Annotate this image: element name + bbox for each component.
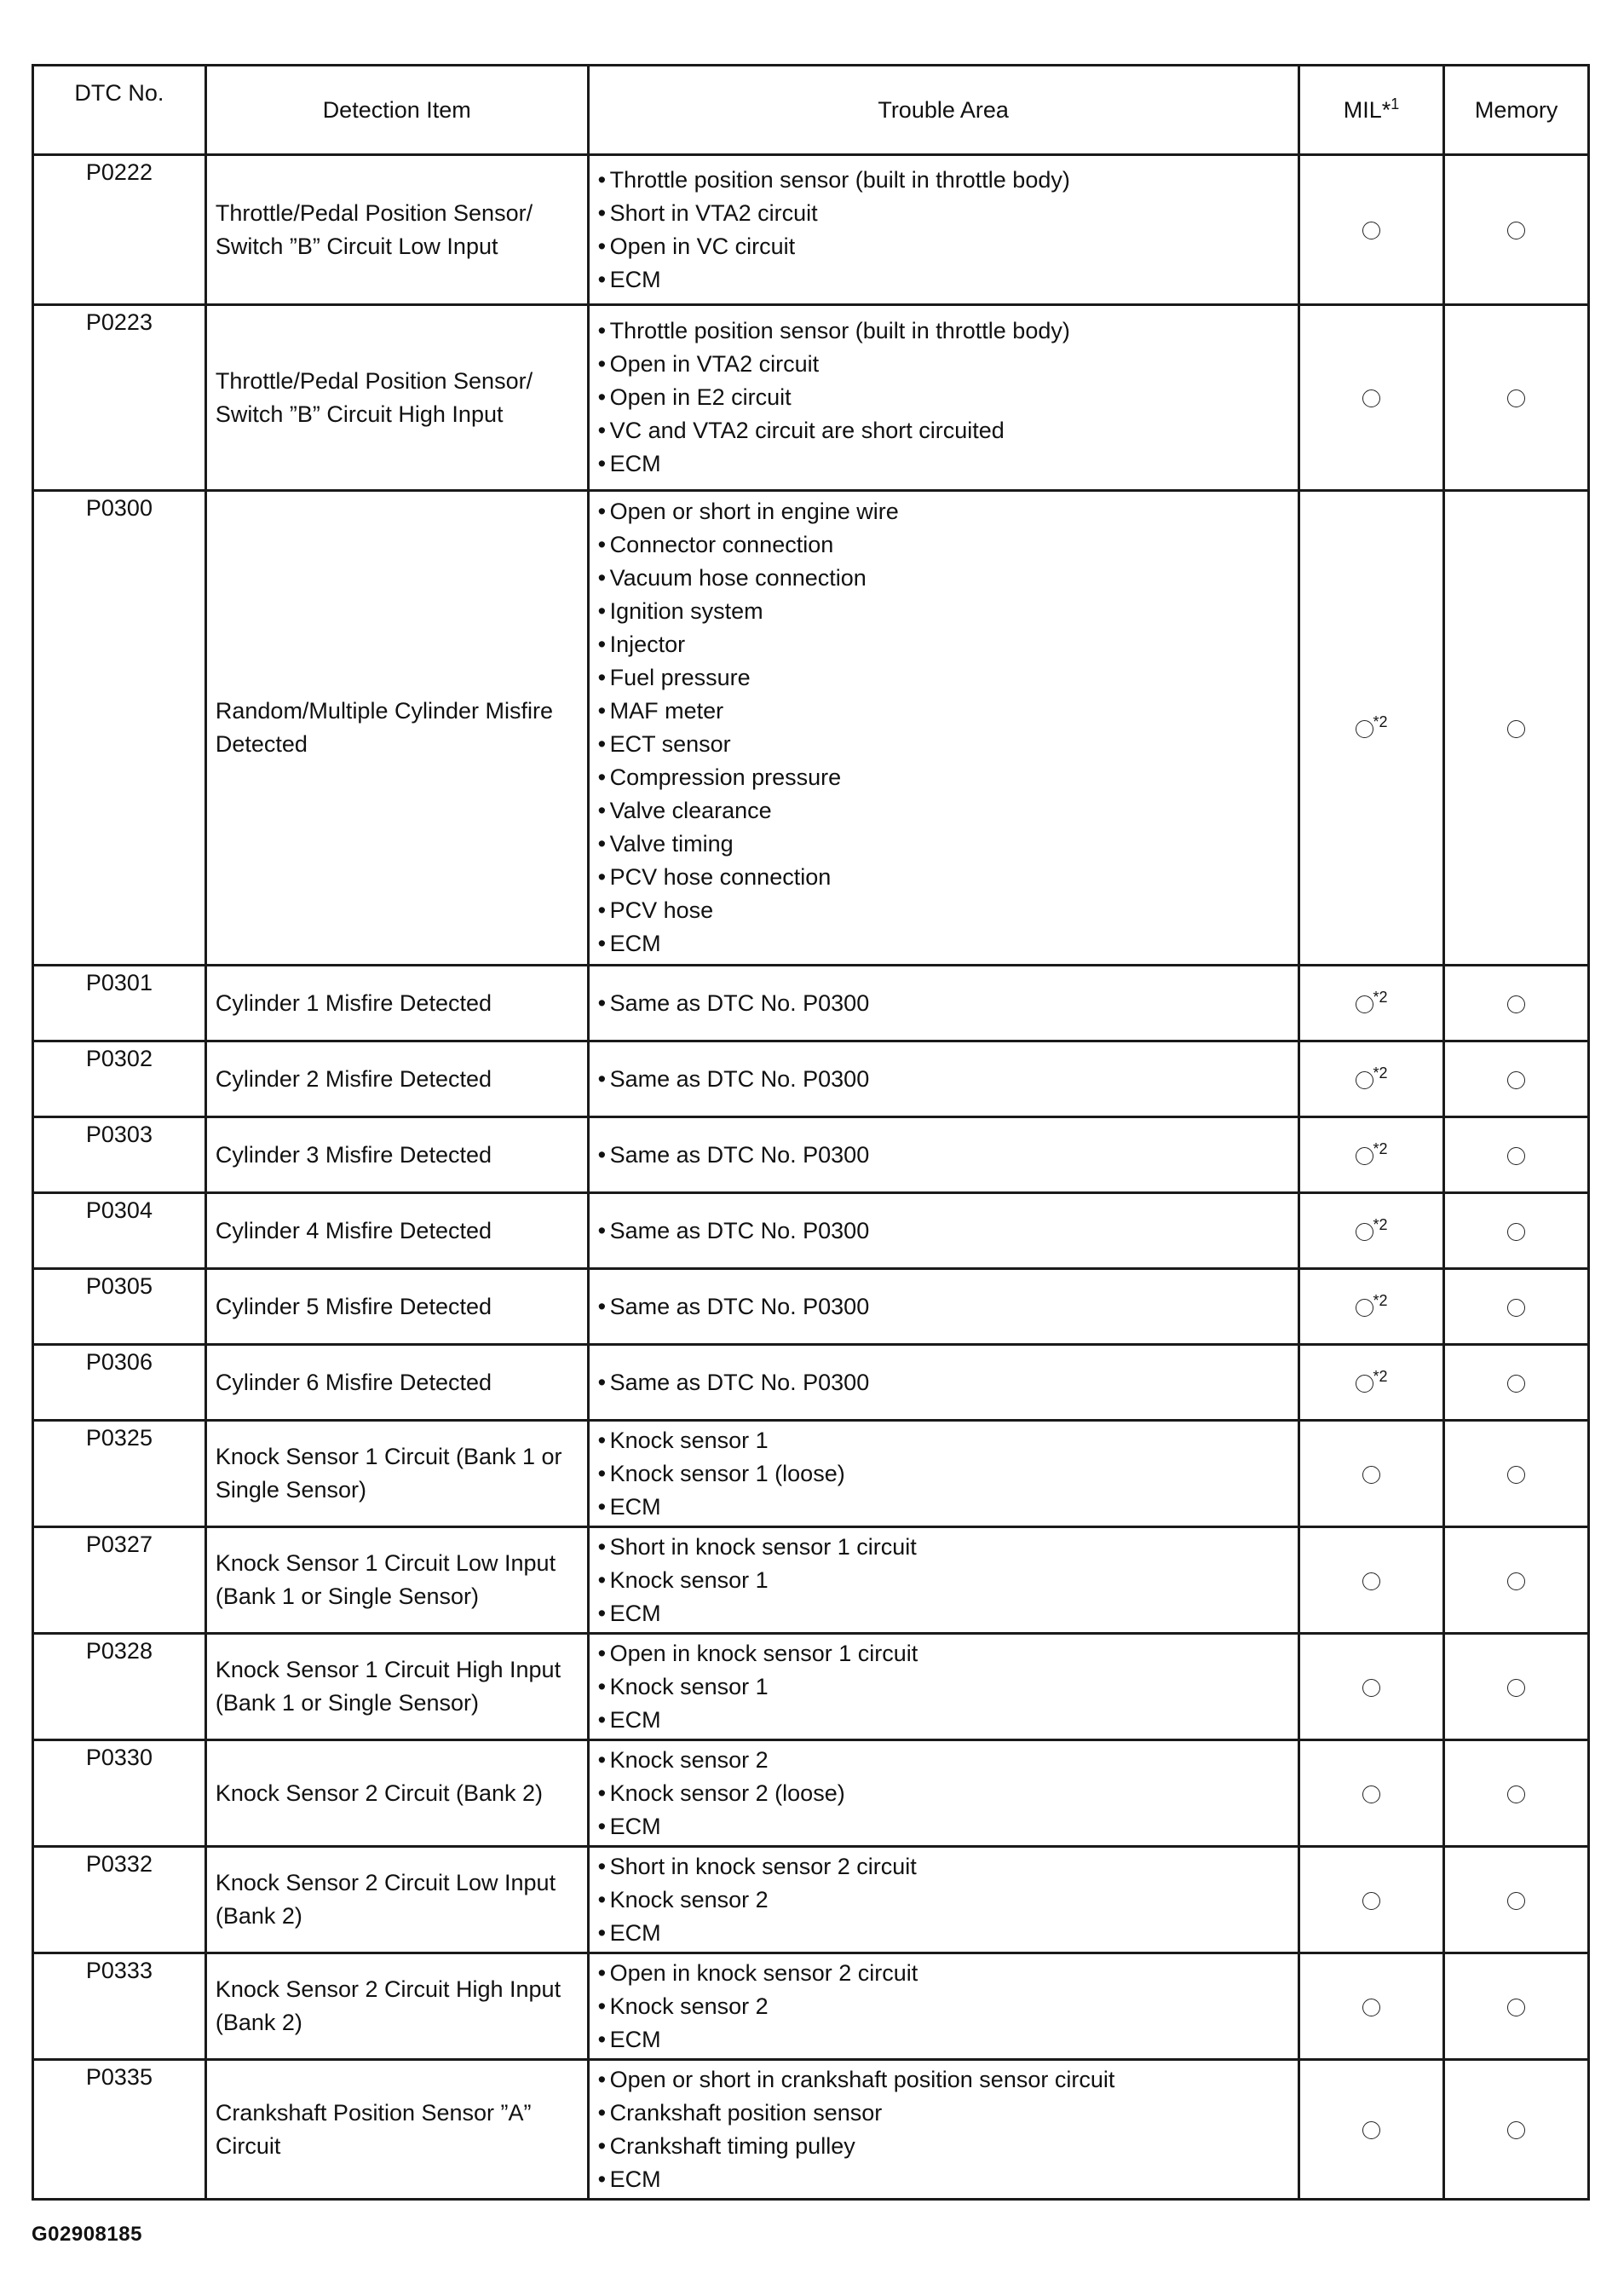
trouble-area [588,1634,1298,1740]
trouble-area [588,1193,1298,1269]
circle-icon [1362,1572,1380,1590]
table-row [33,491,1589,966]
detection-item: Knock Sensor 2 Circuit (Bank 2) [205,1740,588,1847]
trouble-area-list [598,164,1289,297]
circle-icon [1507,1572,1525,1590]
trouble-area-item: • Connector connection [598,528,1289,562]
trouble-area-item: • Knock sensor 2 (loose) [598,1777,1289,1810]
trouble-area-item: • Open in E2 circuit [598,381,1289,414]
mil-cell [1298,305,1444,491]
memory-cell [1444,155,1589,305]
header-mil [1298,66,1444,155]
circle-icon [1362,2121,1380,2139]
mil-cell [1298,966,1444,1041]
header-memory: Memory [1444,66,1589,155]
dtc-code: P0301 [33,966,206,1041]
table-row [33,1269,1589,1345]
trouble-area-item: • MAF meter [598,695,1289,728]
circle-icon [1356,1071,1373,1089]
memory-cell [1444,491,1589,966]
trouble-area-item: • Knock sensor 2 [598,1990,1289,2023]
table-row [33,966,1589,1041]
mil-cell [1298,491,1444,966]
trouble-area-item: • ECM [598,927,1289,961]
circle-icon [1362,1466,1380,1484]
table-row [33,1953,1589,2060]
trouble-area-item: • Knock sensor 1 [598,1424,1289,1457]
trouble-area-list [598,1637,1289,1737]
detection-item: Throttle/Pedal Position Sensor/ Switch ”B” Circuit Low Input [205,155,588,305]
dtc-code: P0302 [33,1041,206,1117]
trouble-area [588,1953,1298,2060]
dtc-code: P0305 [33,1269,206,1345]
trouble-area-item: • ECM [598,1810,1289,1843]
trouble-area [588,305,1298,491]
mil-cell [1298,1953,1444,2060]
mil-indicator [1362,2113,1380,2146]
mil-note: *2 [1373,988,1388,1006]
trouble-area-item: • Crankshaft position sensor [598,2097,1289,2130]
circle-icon [1507,1999,1525,2016]
trouble-area-item: • Short in knock sensor 1 circuit [598,1531,1289,1564]
circle-icon [1507,1147,1525,1165]
trouble-area-item: • PCV hose connection [598,861,1289,894]
trouble-area-list [598,1290,1289,1324]
memory-cell [1444,1527,1589,1634]
mil-note: *2 [1373,1215,1388,1233]
table-row [33,1193,1589,1269]
memory-cell [1444,2060,1589,2200]
mil-note: *2 [1373,1064,1388,1082]
mil-cell [1298,1269,1444,1345]
trouble-area-list [598,2063,1289,2196]
trouble-area-list [598,314,1289,481]
trouble-area-item: • ECM [598,1491,1289,1524]
memory-cell [1444,1041,1589,1117]
detection-item: Cylinder 5 Misfire Detected [205,1269,588,1345]
trouble-area-item: • Same as DTC No. P0300 [598,1063,1289,1096]
circle-icon [1507,1466,1525,1484]
trouble-area [588,1269,1298,1345]
detection-item: Cylinder 4 Misfire Detected [205,1193,588,1269]
circle-icon [1507,720,1525,738]
trouble-area-item: • ECM [598,263,1289,297]
trouble-area-item: • PCV hose [598,894,1289,927]
mil-cell [1298,2060,1444,2200]
trouble-area-item: • Open or short in crankshaft position sensor circuit [598,2063,1289,2097]
table-row [33,1117,1589,1193]
trouble-area-item: • Knock sensor 2 [598,1744,1289,1777]
circle-icon [1507,222,1525,239]
mil-indicator [1356,987,1388,1020]
trouble-area-list [598,495,1289,961]
mil-indicator [1362,213,1380,246]
memory-cell [1444,1634,1589,1740]
trouble-area-item: • Throttle position sensor (built in throttle body) [598,164,1289,197]
circle-icon [1362,1679,1380,1697]
memory-cell [1444,305,1589,491]
mil-cell [1298,1847,1444,1953]
detection-item: Cylinder 1 Misfire Detected [205,966,588,1041]
memory-cell [1444,1421,1589,1527]
mil-indicator [1362,1564,1380,1597]
mil-cell [1298,1527,1444,1634]
circle-icon [1507,1223,1525,1241]
trouble-area-item: • Open in VC circuit [598,230,1289,263]
table-row [33,1345,1589,1421]
circle-icon [1507,1299,1525,1317]
dtc-code: P0304 [33,1193,206,1269]
table-row [33,1740,1589,1847]
circle-icon [1356,720,1373,738]
trouble-area-item: • ECT sensor [598,728,1289,761]
circle-icon [1362,389,1380,407]
header-mil-label: MIL* [1343,96,1391,123]
trouble-area-item: • Vacuum hose connection [598,562,1289,595]
mil-indicator [1362,381,1380,414]
circle-icon [1507,1679,1525,1697]
trouble-area-list [598,1850,1289,1950]
dtc-table-body [33,155,1589,2200]
trouble-area-item: • Knock sensor 2 [598,1884,1289,1917]
header-trouble-area: Trouble Area [588,66,1298,155]
circle-icon [1507,1375,1525,1393]
detection-item: Knock Sensor 1 Circuit Low Input (Bank 1 or Single Sensor) [205,1527,588,1634]
trouble-area [588,1041,1298,1117]
dtc-code: P0223 [33,305,206,491]
trouble-area-item: • Fuel pressure [598,661,1289,695]
table-row [33,1847,1589,1953]
circle-icon [1507,995,1525,1013]
table-row [33,1041,1589,1117]
mil-cell [1298,155,1444,305]
mil-indicator [1362,1457,1380,1491]
trouble-area-item: • Valve clearance [598,794,1289,828]
trouble-area-item: • Open in knock sensor 2 circuit [598,1957,1289,1990]
trouble-area-item: • Same as DTC No. P0300 [598,1214,1289,1248]
memory-cell [1444,1953,1589,2060]
mil-indicator [1362,1670,1380,1704]
memory-cell [1444,1193,1589,1269]
trouble-area [588,491,1298,966]
trouble-area-item: • ECM [598,1917,1289,1950]
trouble-area-item: • ECM [598,2023,1289,2057]
circle-icon [1356,1223,1373,1241]
circle-icon [1507,1785,1525,1803]
trouble-area-item: • Same as DTC No. P0300 [598,1290,1289,1324]
mil-note: *2 [1373,1139,1388,1157]
table-row [33,2060,1589,2200]
trouble-area-item: • ECM [598,2163,1289,2196]
trouble-area [588,1847,1298,1953]
mil-indicator [1356,1366,1388,1399]
header-dtc: DTC No. [33,66,206,155]
circle-icon [1507,389,1525,407]
detection-item: Throttle/Pedal Position Sensor/ Switch ”B” Circuit High Input [205,305,588,491]
trouble-area-item: • Short in knock sensor 2 circuit [598,1850,1289,1884]
trouble-area-list [598,1366,1289,1399]
mil-indicator [1356,1290,1388,1324]
trouble-area-item: • Knock sensor 1 [598,1670,1289,1704]
trouble-area-list [598,1424,1289,1524]
memory-cell [1444,966,1589,1041]
circle-icon [1507,1071,1525,1089]
dtc-table [32,64,1590,2201]
table-row [33,155,1589,305]
trouble-area-item: • Same as DTC No. P0300 [598,1366,1289,1399]
trouble-area [588,1421,1298,1527]
trouble-area-item: • Knock sensor 1 [598,1564,1289,1597]
circle-icon [1362,1785,1380,1803]
mil-cell [1298,1421,1444,1527]
circle-icon [1356,995,1373,1013]
mil-indicator [1356,1214,1388,1248]
trouble-area-item: • ECM [598,1597,1289,1630]
circle-icon [1356,1299,1373,1317]
detection-item: Crankshaft Position Sensor ”A” Circuit [205,2060,588,2200]
circle-icon [1356,1147,1373,1165]
trouble-area-list [598,1744,1289,1843]
mil-cell [1298,1634,1444,1740]
trouble-area-list [598,987,1289,1020]
trouble-area-item: • Ignition system [598,595,1289,628]
mil-indicator [1356,1139,1388,1172]
trouble-area-item: • Crankshaft timing pulley [598,2130,1289,2163]
memory-cell [1444,1269,1589,1345]
circle-icon [1356,1375,1373,1393]
detection-item: Knock Sensor 2 Circuit Low Input (Bank 2) [205,1847,588,1953]
circle-icon [1362,222,1380,239]
dtc-code: P0328 [33,1634,206,1740]
mil-indicator [1362,1777,1380,1810]
dtc-code: P0300 [33,491,206,966]
detection-item: Cylinder 3 Misfire Detected [205,1117,588,1193]
detection-item: Knock Sensor 1 Circuit High Input (Bank 1 or Single Sensor) [205,1634,588,1740]
trouble-area-item: • Open or short in engine wire [598,495,1289,528]
mil-note: *2 [1373,712,1388,730]
dtc-code: P0222 [33,155,206,305]
memory-cell [1444,1117,1589,1193]
trouble-area-list [598,1214,1289,1248]
trouble-area-item: • Knock sensor 1 (loose) [598,1457,1289,1491]
trouble-area [588,1117,1298,1193]
mil-cell [1298,1041,1444,1117]
figure-code: G02908185 [32,2223,142,2246]
detection-item: Knock Sensor 2 Circuit High Input (Bank 2) [205,1953,588,2060]
trouble-area-item: • Throttle position sensor (built in throttle body) [598,314,1289,348]
trouble-area [588,155,1298,305]
dtc-code: P0325 [33,1421,206,1527]
trouble-area-list [598,1063,1289,1096]
table-row [33,1634,1589,1740]
dtc-code: P0327 [33,1527,206,1634]
trouble-area-item: • ECM [598,447,1289,481]
dtc-code: P0306 [33,1345,206,1421]
memory-cell [1444,1740,1589,1847]
header-detection-item: Detection Item [205,66,588,155]
mil-indicator [1362,1990,1380,2023]
trouble-area-item: • Open in VTA2 circuit [598,348,1289,381]
dtc-code: P0330 [33,1740,206,1847]
memory-cell [1444,1345,1589,1421]
mil-indicator [1362,1884,1380,1917]
trouble-area [588,1527,1298,1634]
trouble-area-item: • Open in knock sensor 1 circuit [598,1637,1289,1670]
trouble-area-list [598,1957,1289,2057]
header-row [33,66,1589,155]
mil-indicator [1356,1063,1388,1096]
table-row [33,1527,1589,1634]
table-row [33,1421,1589,1527]
dtc-code: P0332 [33,1847,206,1953]
circle-icon [1362,1892,1380,1910]
trouble-area-list [598,1531,1289,1630]
mil-cell [1298,1117,1444,1193]
memory-cell [1444,1847,1589,1953]
dtc-code: P0303 [33,1117,206,1193]
table-row [33,305,1589,491]
trouble-area-item: • Valve timing [598,828,1289,861]
circle-icon [1507,1892,1525,1910]
mil-note: *2 [1373,1367,1388,1385]
trouble-area-item: • Compression pressure [598,761,1289,794]
circle-icon [1362,1999,1380,2016]
detection-item: Random/Multiple Cylinder Misfire Detected [205,491,588,966]
mil-note: *2 [1373,1291,1388,1309]
mil-cell [1298,1345,1444,1421]
detection-item: Knock Sensor 1 Circuit (Bank 1 or Single Sensor) [205,1421,588,1527]
trouble-area [588,2060,1298,2200]
trouble-area [588,1345,1298,1421]
trouble-area [588,1740,1298,1847]
dtc-code: P0333 [33,1953,206,2060]
mil-cell [1298,1193,1444,1269]
trouble-area-item: • Same as DTC No. P0300 [598,1139,1289,1172]
circle-icon [1507,2121,1525,2139]
trouble-area-item: • VC and VTA2 circuit are short circuited [598,414,1289,447]
trouble-area [588,966,1298,1041]
trouble-area-item: • Injector [598,628,1289,661]
header-mil-note: 1 [1391,95,1400,112]
mil-cell [1298,1740,1444,1847]
detection-item: Cylinder 2 Misfire Detected [205,1041,588,1117]
trouble-area-item: • Short in VTA2 circuit [598,197,1289,230]
trouble-area-list [598,1139,1289,1172]
detection-item: Cylinder 6 Misfire Detected [205,1345,588,1421]
mil-indicator [1356,712,1388,745]
dtc-code: P0335 [33,2060,206,2200]
trouble-area-item: • Same as DTC No. P0300 [598,987,1289,1020]
trouble-area-item: • ECM [598,1704,1289,1737]
